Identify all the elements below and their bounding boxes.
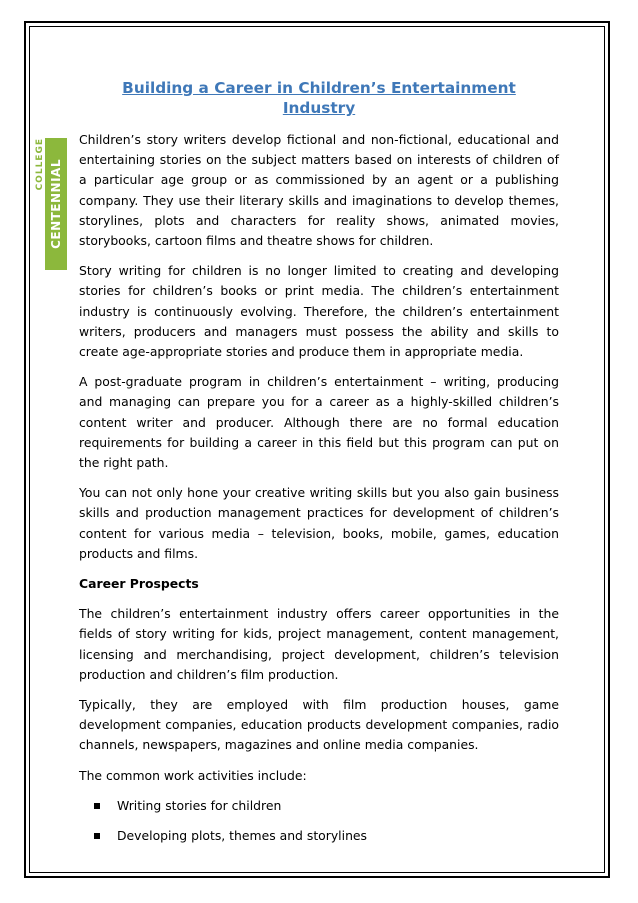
- intro-paragraph-3: A post-graduate program in children’s entertainment – writing, producing and managing can prepare you for a career as a highly-skilled children’s content writer and producer. Although there are no formal education requirements for building a career in this field but this program can put on the right path.: [79, 374, 559, 471]
- logo-college-text: COLLEGE: [35, 138, 45, 191]
- logo-centennial-text: CENTENNIAL: [49, 159, 63, 249]
- list-item-text: Developing plots, themes and storylines: [117, 828, 367, 844]
- logo-centennial-column: [45, 138, 67, 270]
- list-item-text: Writing stories for children: [117, 797, 282, 813]
- work-activities-list: [79, 796, 559, 846]
- intro-paragraph-4: You can not only hone your creative writing skills but you also gain business skills and production management practices for development of children’s content for various media – television, books, mobile, games, education products and films.: [79, 485, 559, 561]
- intro-paragraph-1: Children’s story writers develop fictional and non-fictional, educational and entertaining stories on the subject matters based on interests of children of a particular age group or as commissioned by an agent or a publishing company. They use their literary skills and imaginations to develop themes, storylines, plots and characters for reality shows, animated movies, storybooks, cartoon films and theatre shows for children.: [79, 132, 559, 249]
- square-bullet-icon: [94, 803, 100, 809]
- logo-college-column: [35, 138, 45, 270]
- career-paragraph-3: The common work activities include:: [79, 767, 307, 783]
- document-body: [79, 78, 559, 856]
- career-paragraph-2: Typically, they are employed with film production houses, game development companies, education products development companies, radio channels, newspapers, magazines and online media companies.: [79, 697, 559, 753]
- centennial-college-logo: [35, 138, 67, 270]
- career-paragraph-1: The children’s entertainment industry offers career opportunities in the fields of story writing for kids, project management, content management, licensing and merchandising, project development, children’s television production and children’s film production.: [79, 606, 559, 682]
- square-bullet-icon: [94, 833, 100, 839]
- document-title: Building a Career in Children’s Entertainment Industry: [122, 79, 516, 117]
- intro-paragraph-2: Story writing for children is no longer limited to creating and developing stories for children’s books or print media. The children’s entertainment industry is continuously evolving. Therefore, the children’s entertainment writers, producers and managers must possess the ability and skills to create age-appropriate stories and produce them in appropriate media.: [79, 263, 559, 360]
- list-item: [79, 796, 559, 816]
- list-item: [79, 826, 559, 846]
- section-heading-career-prospects: Career Prospects: [79, 576, 199, 592]
